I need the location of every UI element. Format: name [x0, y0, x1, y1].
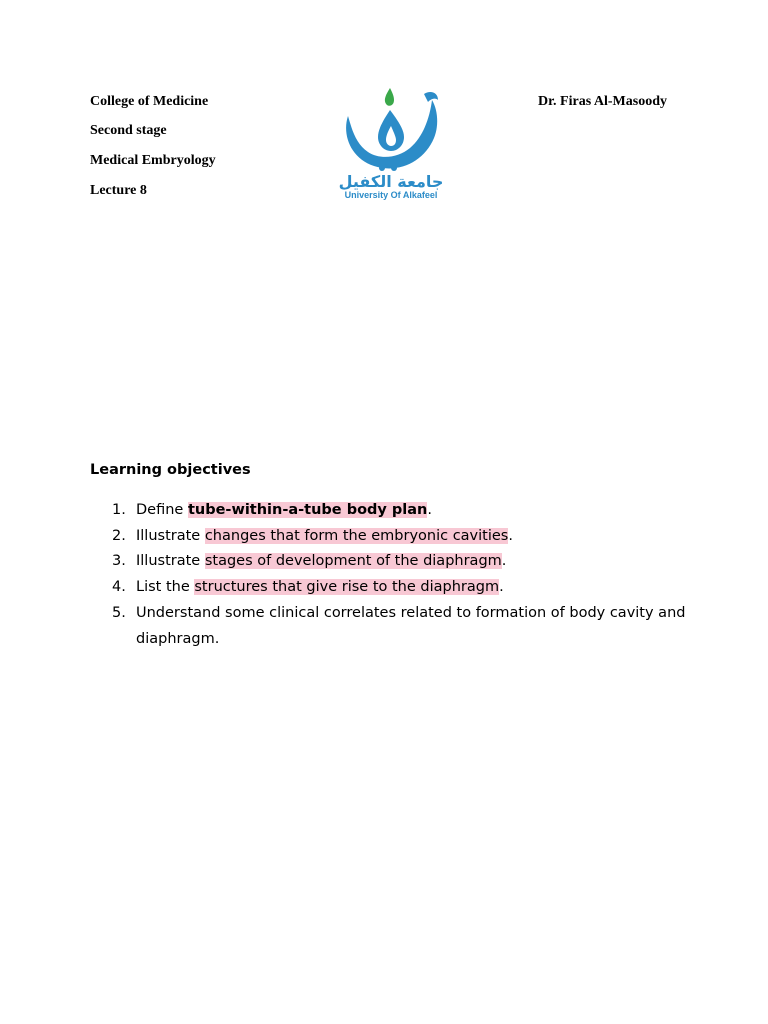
objective-text: Understand some clinical correlates related to formation of body cavity and diaphragm. [136, 604, 686, 647]
objective-number: 4. [112, 579, 126, 596]
university-logo [338, 86, 444, 204]
university-emblem-icon [338, 86, 444, 172]
objective-highlight: changes that form the embryonic cavities [204, 527, 509, 544]
objective-text: Define [136, 502, 188, 518]
objectives-list [112, 498, 692, 652]
objective-number: 5. [112, 604, 126, 621]
objective-punct: . [427, 502, 432, 518]
objective-punct: . [499, 579, 504, 596]
author-name: Dr. Firas Al-Masoody [538, 94, 667, 109]
objective-text: Illustrate [136, 527, 205, 544]
objective-item-4 [112, 575, 692, 601]
lecture-label: Lecture 8 [90, 183, 147, 198]
stage-label: Second stage [90, 123, 167, 138]
objective-number: 1. [112, 502, 126, 518]
logo-english-text: University Of Alkafeel [344, 190, 438, 200]
college-name: College of Medicine [90, 94, 209, 109]
objective-item-2 [112, 524, 692, 550]
objective-item-1 [112, 498, 692, 524]
objectives-title: Learning objectives [90, 462, 251, 478]
objective-highlight: stages of development of the diaphragm [204, 553, 502, 570]
subject-label: Medical Embryology [90, 153, 216, 168]
objective-highlight: tube-within-a-tube body plan [187, 502, 428, 518]
objective-punct: . [501, 553, 507, 570]
objective-item-5 [112, 601, 692, 652]
objective-item-3 [112, 549, 692, 575]
objective-text: List the [136, 579, 195, 596]
objective-text: Illustrate [136, 553, 205, 570]
objective-number: 3. [112, 553, 126, 570]
objective-punct: . [508, 527, 513, 544]
objective-highlight: structures that give rise to the diaphragm [194, 579, 500, 596]
objective-number: 2. [112, 527, 126, 544]
logo-arabic-text: جامعة الكفيل [338, 172, 444, 191]
